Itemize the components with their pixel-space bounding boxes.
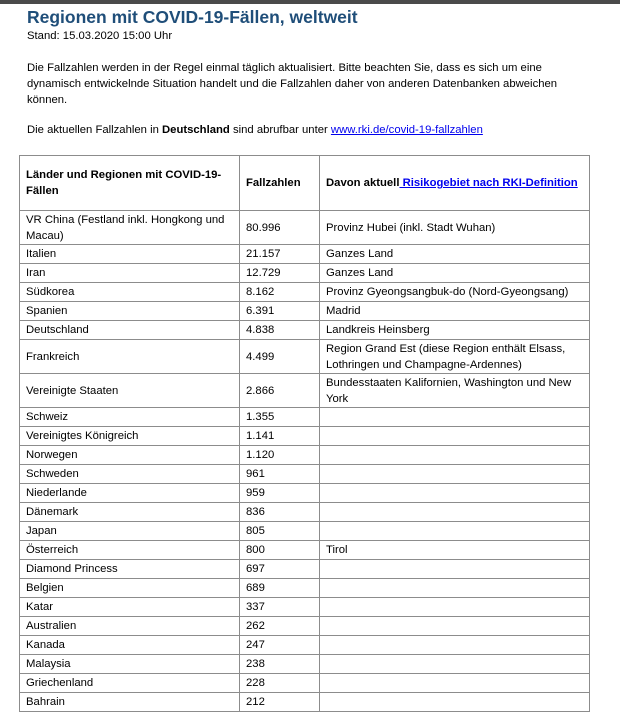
table-row — [20, 211, 590, 245]
country-cell: Vereinigte Staaten — [20, 374, 240, 408]
country-cell: Malaysia — [20, 655, 240, 674]
cases-cell: 961 — [240, 465, 320, 484]
table-row — [20, 302, 590, 321]
country-cell: Dänemark — [20, 503, 240, 522]
table-row — [20, 598, 590, 617]
risk-area-cell: Madrid — [320, 302, 590, 321]
risk-definition-link[interactable]: Risikogebiet nach RKI-Definition — [399, 177, 578, 189]
table-row — [20, 264, 590, 283]
risk-area-cell — [320, 655, 590, 674]
risk-area-cell — [320, 579, 590, 598]
header-risk-prefix: Davon aktuell — [326, 177, 400, 189]
risk-area-cell: Bundesstaaten Kalifornien, Washington und New York — [320, 374, 590, 408]
risk-area-cell — [320, 560, 590, 579]
status-date: Stand: 15.03.2020 15:00 Uhr — [27, 30, 173, 42]
cases-cell: 697 — [240, 560, 320, 579]
table-row — [20, 283, 590, 302]
cases-cell: 805 — [240, 522, 320, 541]
country-cell: Schweden — [20, 465, 240, 484]
cases-cell: 247 — [240, 636, 320, 655]
cases-cell: 689 — [240, 579, 320, 598]
country-cell: Australien — [20, 617, 240, 636]
country-cell: Bahrain — [20, 693, 240, 712]
country-cell: Österreich — [20, 541, 240, 560]
country-cell: Spanien — [20, 302, 240, 321]
table-row — [20, 522, 590, 541]
risk-area-cell — [320, 503, 590, 522]
country-cell: Kanada — [20, 636, 240, 655]
risk-area-cell — [320, 427, 590, 446]
table-row — [20, 484, 590, 503]
cases-cell: 8.162 — [240, 283, 320, 302]
table-row — [20, 655, 590, 674]
risk-area-cell: Tirol — [320, 541, 590, 560]
risk-area-cell — [320, 693, 590, 712]
table-row — [20, 503, 590, 522]
country-cell: Frankreich — [20, 340, 240, 374]
country-cell: Japan — [20, 522, 240, 541]
table-row — [20, 427, 590, 446]
country-cell: Italien — [20, 245, 240, 264]
country-cell: VR China (Festland inkl. Hongkong und Macau) — [20, 211, 240, 245]
risk-area-cell — [320, 598, 590, 617]
table-row — [20, 674, 590, 693]
risk-area-cell — [320, 484, 590, 503]
cases-cell: 12.729 — [240, 264, 320, 283]
cases-cell: 212 — [240, 693, 320, 712]
risk-area-cell: Provinz Hubei (inkl. Stadt Wuhan) — [320, 211, 590, 245]
header-risk — [320, 156, 590, 211]
table-row — [20, 579, 590, 598]
cases-cell: 80.996 — [240, 211, 320, 245]
cases-table — [19, 155, 590, 712]
cases-cell: 262 — [240, 617, 320, 636]
risk-area-cell — [320, 446, 590, 465]
country-cell: Katar — [20, 598, 240, 617]
cases-cell: 1.355 — [240, 408, 320, 427]
table-header-row — [20, 156, 590, 211]
country-cell: Schweiz — [20, 408, 240, 427]
rki-reference-line — [27, 124, 483, 136]
cases-cell: 800 — [240, 541, 320, 560]
risk-area-cell: Provinz Gyeongsangbuk-do (Nord-Gyeongsang) — [320, 283, 590, 302]
cases-cell: 1.141 — [240, 427, 320, 446]
table-row — [20, 446, 590, 465]
risk-area-cell: Ganzes Land — [320, 264, 590, 283]
cases-cell: 1.120 — [240, 446, 320, 465]
rki-country: Deutschland — [162, 124, 230, 136]
country-cell: Belgien — [20, 579, 240, 598]
country-cell: Diamond Princess — [20, 560, 240, 579]
table-row — [20, 693, 590, 712]
intro-paragraph: Die Fallzahlen werden in der Regel einmal täglich aktualisiert. Bitte beachten Sie, dass es sich um eine dynamisch entwickelnde Situation handelt und die Fallzahlen daher von anderen Datenbanken abweichen können. — [27, 62, 558, 106]
cases-cell: 238 — [240, 655, 320, 674]
table-row — [20, 321, 590, 340]
risk-area-cell — [320, 465, 590, 484]
cases-cell: 337 — [240, 598, 320, 617]
risk-area-cell: Landkreis Heinsberg — [320, 321, 590, 340]
rki-link[interactable]: www.rki.de/covid-19-fallzahlen — [330, 124, 483, 136]
table-row — [20, 617, 590, 636]
risk-area-cell: Ganzes Land — [320, 245, 590, 264]
page-title: Regionen mit COVID-19-Fällen, weltweit — [27, 7, 358, 27]
country-cell: Norwegen — [20, 446, 240, 465]
risk-area-cell — [320, 674, 590, 693]
table-row — [20, 408, 590, 427]
cases-cell: 21.157 — [240, 245, 320, 264]
risk-area-cell — [320, 636, 590, 655]
table-row — [20, 541, 590, 560]
cases-cell: 4.838 — [240, 321, 320, 340]
table-row — [20, 374, 590, 408]
risk-area-cell — [320, 522, 590, 541]
risk-area-cell: Region Grand Est (diese Region enthält Elsass, Lothringen und Champagne-Ardennes) — [320, 340, 590, 374]
table-row — [20, 465, 590, 484]
rki-text-after: sind abrufbar unter — [229, 124, 331, 136]
cases-cell: 2.866 — [240, 374, 320, 408]
cases-cell: 4.499 — [240, 340, 320, 374]
country-cell: Iran — [20, 264, 240, 283]
table-row — [20, 340, 590, 374]
cases-cell: 959 — [240, 484, 320, 503]
cases-cell: 228 — [240, 674, 320, 693]
header-cases: Fallzahlen — [240, 156, 320, 211]
header-countries: Länder und Regionen mit COVID-19-Fällen — [20, 156, 240, 211]
country-cell: Südkorea — [20, 283, 240, 302]
country-cell: Griechenland — [20, 674, 240, 693]
country-cell: Niederlande — [20, 484, 240, 503]
risk-area-cell — [320, 617, 590, 636]
cases-cell: 836 — [240, 503, 320, 522]
country-cell: Deutschland — [20, 321, 240, 340]
window-top-bar — [0, 0, 620, 4]
risk-area-cell — [320, 408, 590, 427]
cases-cell: 6.391 — [240, 302, 320, 321]
table-row — [20, 245, 590, 264]
table-row — [20, 560, 590, 579]
country-cell: Vereinigtes Königreich — [20, 427, 240, 446]
table-row — [20, 636, 590, 655]
rki-text-before: Die aktuellen Fallzahlen in — [27, 124, 163, 136]
